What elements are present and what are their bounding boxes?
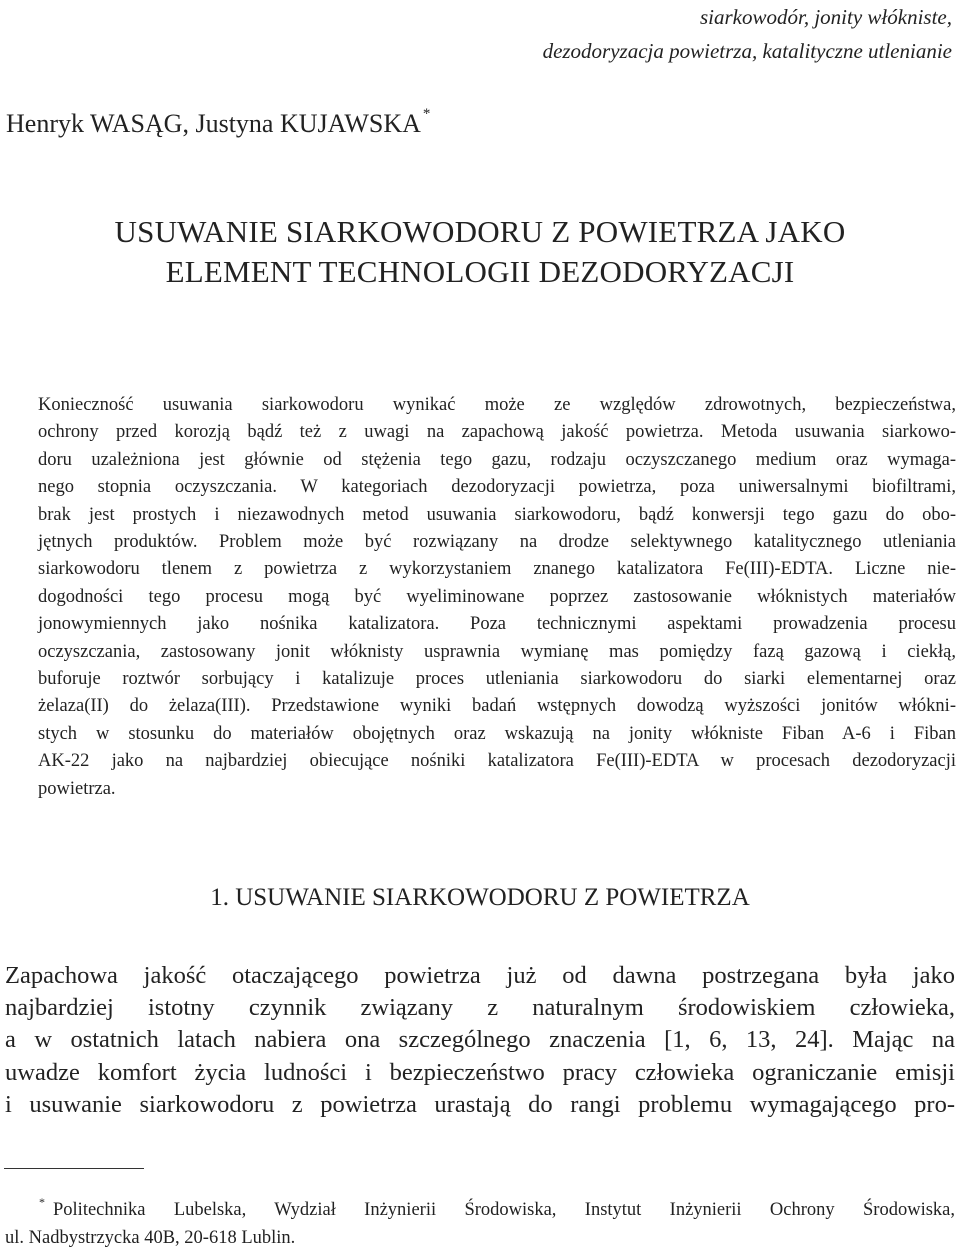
- abstract-line: siarkowodoru tlenem z powietrza z wykorzystaniem znanego katalizatora Fe(III)-EDTA. Liczne nie-: [38, 559, 956, 580]
- abstract-line: ochrony przed korozją bądź też z uwagi na zapachową jakość powietrza. Metoda usuwania siarkowo-: [38, 422, 956, 443]
- body-paragraph: [5, 960, 955, 1121]
- body-line: uwadze komfort życia ludności i bezpieczeństwo pracy człowieka ograniczanie emisji: [5, 1058, 955, 1086]
- body-line: i usuwanie siarkowodoru z powietrza urastają do rangi problemu wymagającego pro-: [5, 1090, 955, 1118]
- abstract-line: powietrza.: [38, 778, 116, 799]
- abstract-line: brak jest prostych i niezawodnych metod usuwania siarkowodoru, bądź konwersji tego gazu do obo-: [38, 504, 956, 525]
- abstract-line: AK-22 jako na najbardziej obiecujące nośniki katalizatora Fe(III)-EDTA w procesach dezodoryzacji: [38, 751, 956, 772]
- body-line: a w ostatnich latach nabiera ona szczególnego znaczenia [1, 6, 13, 24]. Mając na: [5, 1026, 955, 1054]
- paper-title-line-1: USUWANIE SIARKOWODORU Z POWIETRZA JAKO: [114, 214, 846, 249]
- abstract: [38, 392, 956, 803]
- authors: [6, 106, 430, 139]
- abstract-line: żelaza(II) do żelaza(III). Przedstawione wyniki badań wstępnych dowodzą wyższości jonitów włókni-: [38, 696, 956, 717]
- keywords: [543, 0, 952, 68]
- body-line: najbardziej istotny czynnik związany z naturalnym środowiskiem człowieka,: [5, 994, 955, 1022]
- footnote-divider: [4, 1168, 144, 1169]
- abstract-line: jonowymiennych jako nośnika katalizatora. Poza technicznymi aspektami prowadzenia procesu: [38, 614, 956, 635]
- keywords-line-2: dezodoryzacja powietrza, katalityczne utlenianie: [542, 39, 952, 63]
- paper-title-line-2: ELEMENT TECHNOLOGII DEZODORYZACJI: [165, 254, 795, 289]
- abstract-line: doru uzależniona jest głównie od stężenia tego gazu, rodzaju oczyszczanego medium oraz wymaga-: [38, 449, 956, 470]
- footnote-line-1: [5, 1188, 955, 1224]
- author-names: Henryk WASĄG, Justyna KUJAWSKA: [6, 109, 421, 138]
- abstract-line: Konieczność usuwania siarkowodoru wynikać może ze względów zdrowotnych, bezpieczeństwa,: [38, 395, 956, 415]
- abstract-line: buforuje roztwór sorbujący i katalizuje proces utleniania siarkowodoru do siarki elementarnej oraz: [38, 669, 956, 690]
- abstract-line: dogodności tego procesu mogą być wyeliminowane poprzez zastosowanie włóknistych materiałów: [38, 586, 956, 607]
- section-heading: 1. USUWANIE SIARKOWODORU Z POWIETRZA: [210, 884, 750, 911]
- affiliation-mark: *: [422, 106, 431, 122]
- abstract-line: stych w stosunku do materiałów obojętnych oraz wskazują na jonity włókniste Fiban A-6 i Fiban: [38, 723, 956, 744]
- abstract-line: jętnych produktów. Problem może być rozwiązany na drodze selektywnego katalitycznego utleniania: [38, 532, 956, 553]
- footnote-line-2: ul. Nadbystrzycka 40B, 20-618 Lublin.: [5, 1228, 296, 1248]
- abstract-line: nego stopnia oczyszczania. W kategoriach dezodoryzacji powietrza, poza uniwersalnymi biofiltrami,: [38, 477, 956, 498]
- keywords-line-1: siarkowodór, jonity włókniste,: [700, 5, 952, 29]
- abstract-line: oczyszczania, zastosowany jonit włóknisty usprawnia wymianę mas pomiędzy fazą gazową i ciekłą,: [38, 641, 956, 662]
- footnote: [5, 1188, 955, 1252]
- body-line: Zapachowa jakość otaczającego powietrza już od dawna postrzegana była jako: [5, 962, 955, 989]
- footnote-affiliation: Politechnika Lubelska, Wydział Inżynierii Środowiska, Instytut Inżynierii Ochrony Środowiska,: [53, 1200, 955, 1220]
- footnote-mark: *: [39, 1195, 45, 1209]
- paper-title: [0, 212, 960, 292]
